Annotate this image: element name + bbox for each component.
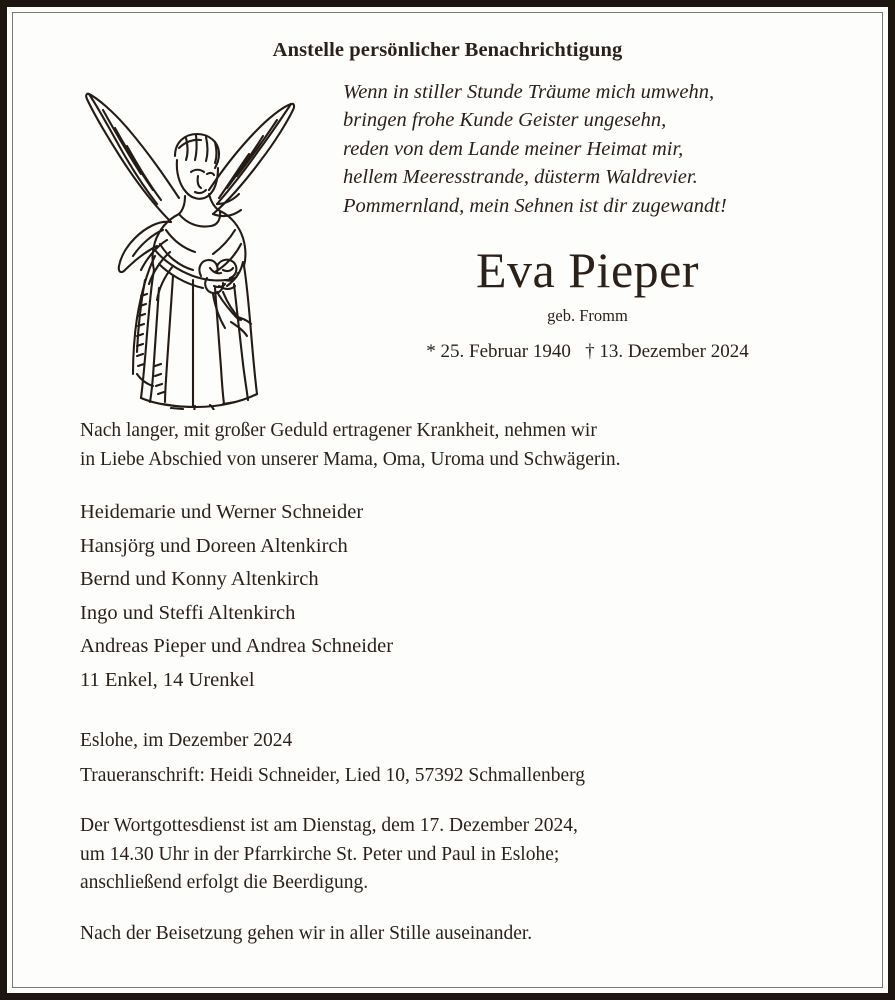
service-line-2: um 14.30 Uhr in der Pfarrkirche St. Peter und Paul in Eslohe; — [80, 843, 560, 865]
service-line-1: Der Wortgottesdienst ist am Dienstag, dem 17. Dezember 2024, — [80, 815, 578, 836]
closing-note-line: Nach der Beisetzung gehen wir in aller Stille auseinander. — [80, 922, 533, 944]
family-member-2: Hansjörg und Doreen Altenkirch — [80, 534, 348, 557]
top-zone — [15, 62, 880, 417]
angel-illustration — [67, 80, 299, 410]
family-member-4: Ingo und Steffi Altenkirch — [80, 601, 296, 624]
announcement-line-2: in Liebe Abschied von unserer Mama, Oma, Uroma und Schwägerin. — [80, 448, 621, 470]
frame-inner-gap — [7, 7, 888, 993]
service-line-3: anschließend erfolgt die Beerdigung. — [80, 872, 369, 893]
family-member-5: Andreas Pieper und Andrea Schneider — [80, 635, 394, 657]
poem-line-3: reden von dem Lande meiner Heimat mir, — [343, 137, 684, 160]
family-member-6: 11 Enkel, 14 Urenkel — [80, 668, 255, 691]
maiden-name: geb. Fromm — [547, 306, 628, 326]
family-member-3: Bernd und Konny Altenkirch — [80, 568, 319, 590]
poem-line-2: bringen frohe Kunde Geister ungesehn, — [343, 109, 667, 132]
poem-line-5: Pommernland, mein Sehnen ist dir zugewandt! — [343, 194, 727, 217]
inner-rule-border — [12, 12, 883, 988]
notice-body — [15, 417, 880, 948]
announcement-paragraph — [80, 417, 850, 474]
memorial-poem — [303, 62, 872, 220]
deceased-name-block — [303, 220, 872, 365]
place-date-line: Eslohe, im Dezember 2024 — [80, 730, 293, 751]
announcement-line-1: Nach langer, mit großer Geduld ertragener Krankheit, nehmen wir — [80, 420, 597, 441]
life-dates: * 25. Februar 1940 † 13. Dezember 2024 — [426, 341, 749, 363]
mourning-address — [80, 762, 850, 791]
closing-note — [80, 920, 850, 949]
family-member-1: Heidemarie und Werner Schneider — [80, 501, 364, 523]
poem-line-4: hellem Meeresstrande, düsterm Waldrevier. — [343, 166, 698, 189]
mourning-address-line: Traueranschrift: Heidi Schneider, Lied 10, 57392 Schmallenberg — [80, 764, 586, 786]
poem-line-1: Wenn in stiller Stunde Träume mich umwehn, — [343, 81, 715, 103]
right-column — [303, 62, 872, 365]
place-and-date — [80, 727, 850, 756]
notice-sheet — [15, 15, 880, 985]
deceased-name: Eva Pieper — [476, 242, 699, 299]
family-list — [80, 496, 850, 697]
notice-heading: Anstelle persönlicher Benachrichtigung — [272, 39, 623, 61]
service-information — [80, 812, 850, 898]
